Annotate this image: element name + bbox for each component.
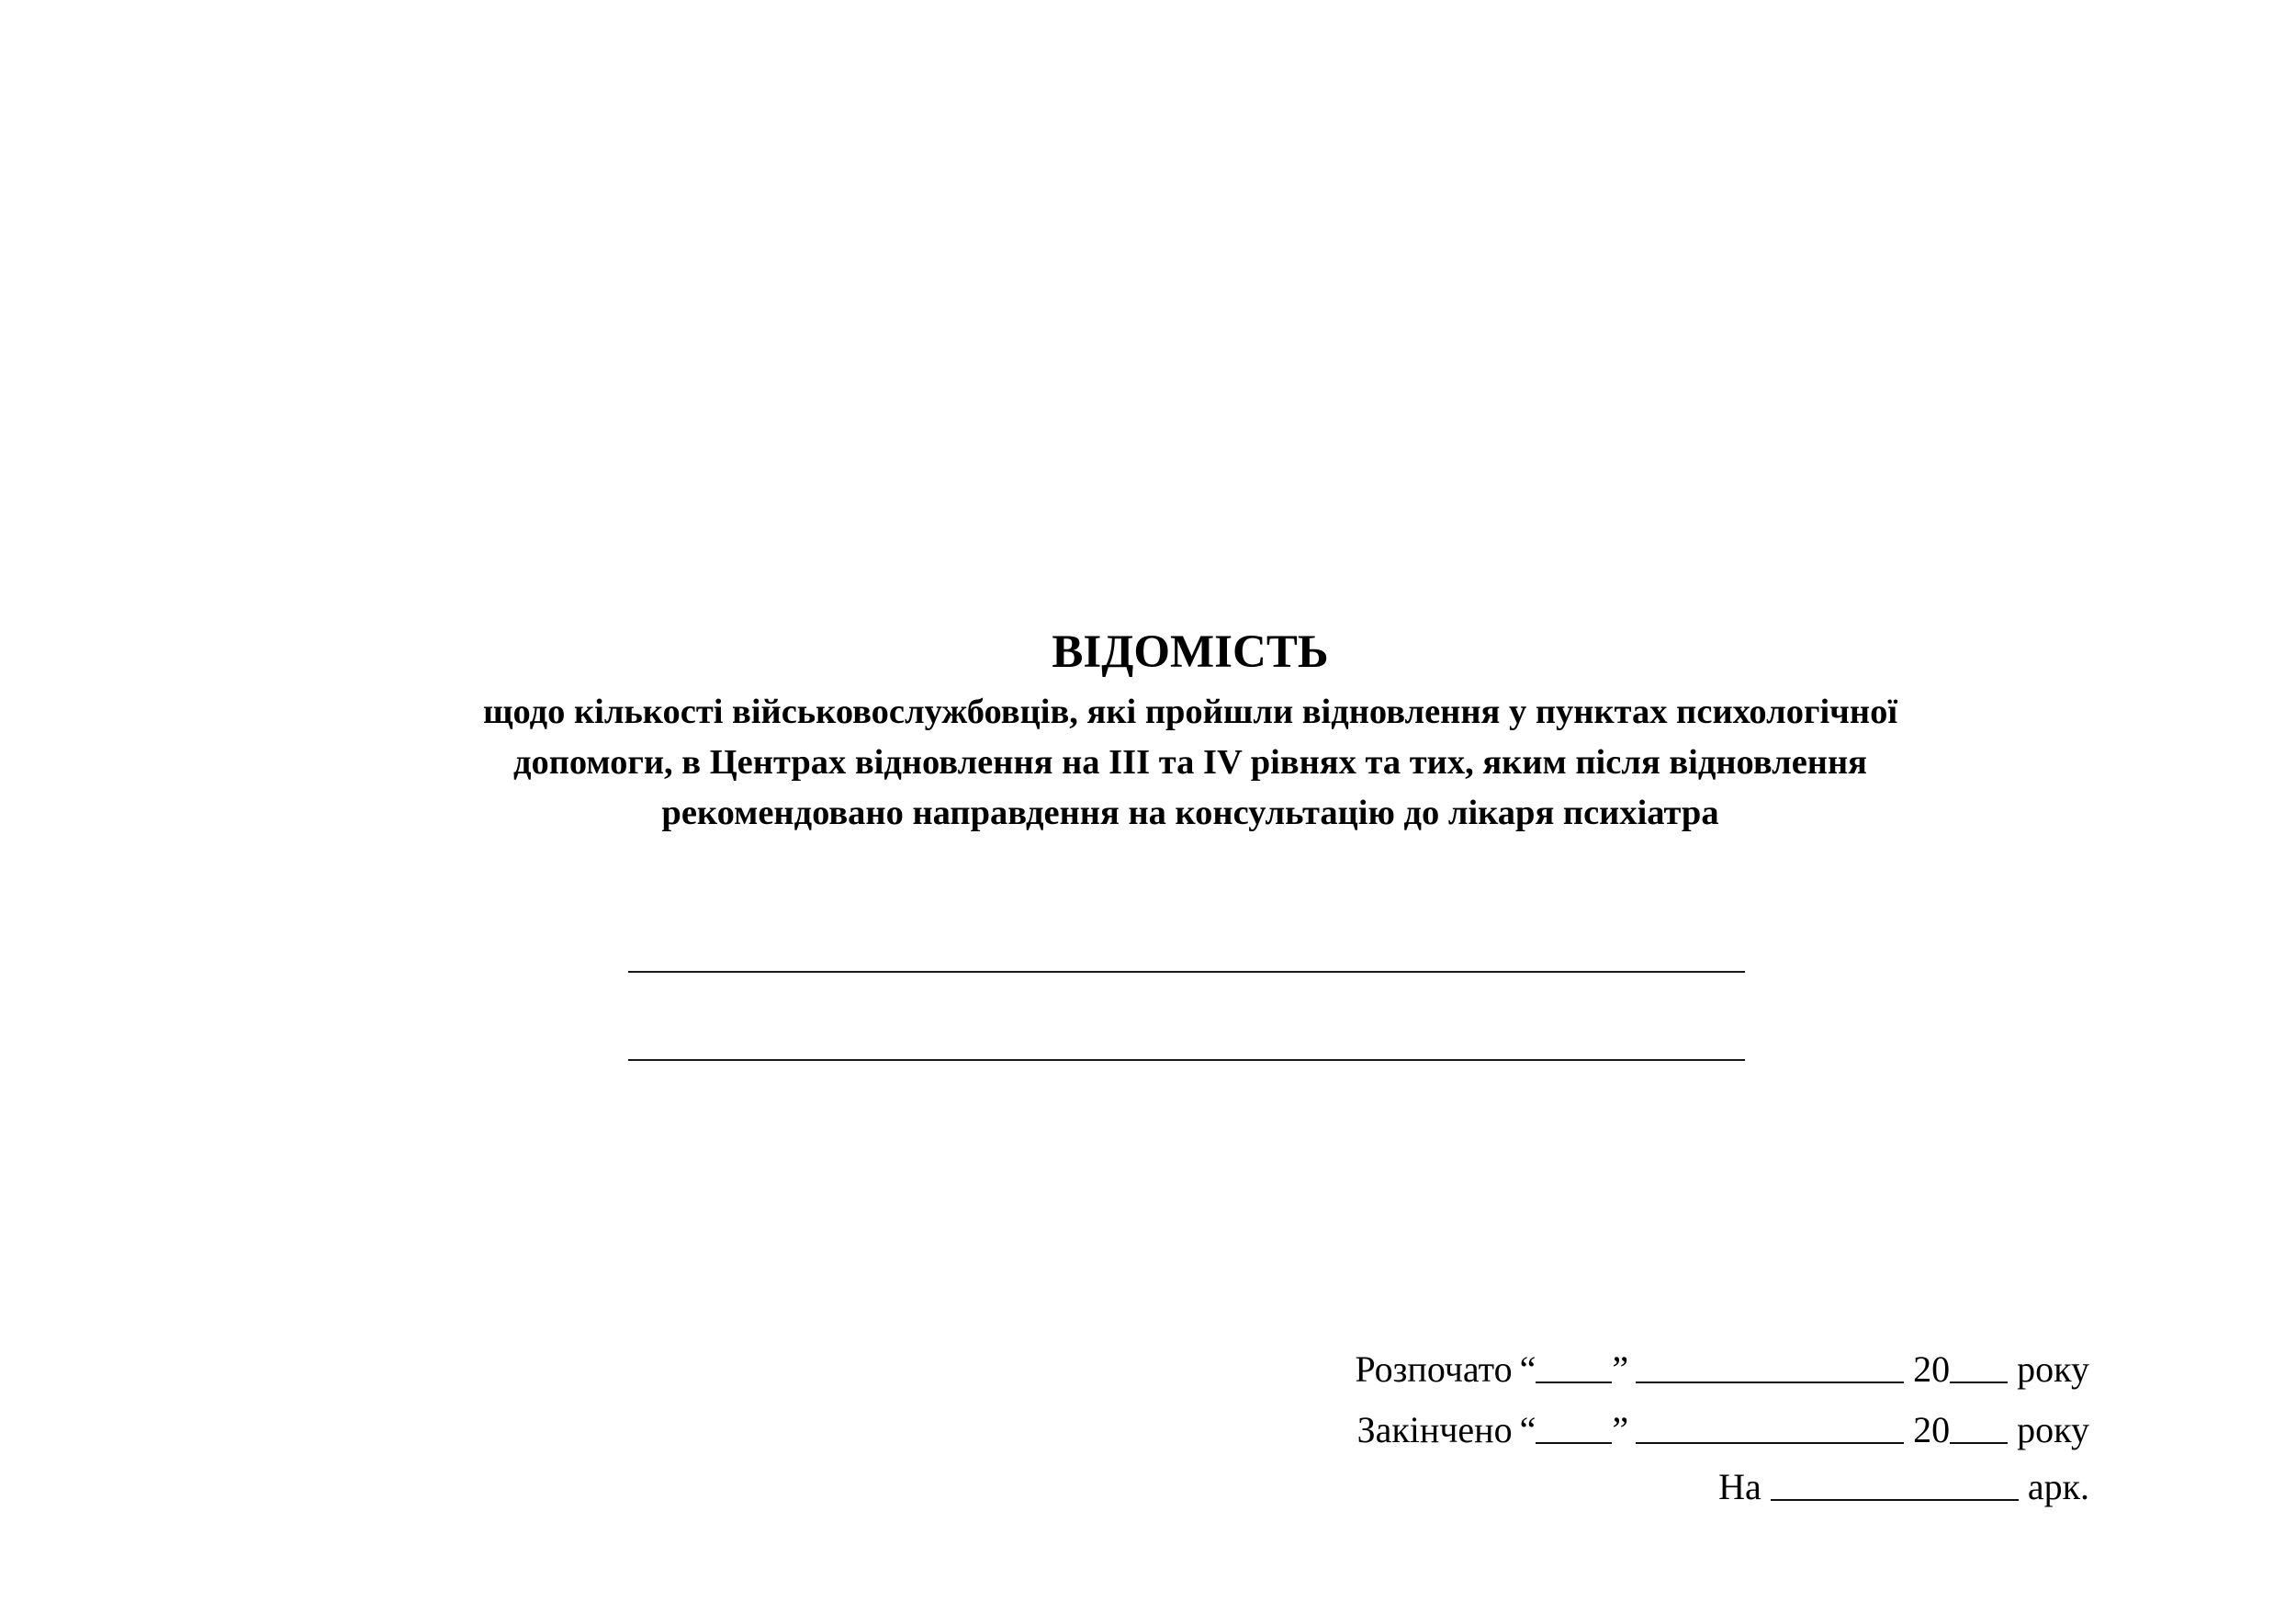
- started-century-prefix: 20: [1913, 1348, 1951, 1390]
- subtitle-line-1: щодо кількості військовослужбовців, які пройшли відновлення у пунктах психологічної: [482, 693, 1898, 731]
- started-month-field[interactable]: [1636, 1382, 1904, 1383]
- sheets-suffix: арк.: [2027, 1466, 2089, 1507]
- register-meta-block: [1355, 1339, 2089, 1517]
- unit-name-blank-line-1[interactable]: [628, 971, 1745, 973]
- subtitle-line-3: рекомендовано направдення на консультацію до лікаря психіатра: [661, 794, 1719, 832]
- started-date-row: [1355, 1339, 2089, 1400]
- started-open-quote: “: [1519, 1348, 1536, 1390]
- started-label: Розпочато: [1355, 1348, 1513, 1390]
- finished-century-prefix: 20: [1913, 1409, 1951, 1450]
- finished-close-quote: ”: [1612, 1409, 1629, 1450]
- sheet-count-field[interactable]: [1771, 1499, 2019, 1501]
- started-close-quote: ”: [1612, 1348, 1629, 1390]
- finished-open-quote: “: [1519, 1409, 1536, 1450]
- unit-name-blank-line-2[interactable]: [628, 1059, 1745, 1061]
- document-title: ВІДОМІСТЬ: [1052, 626, 1329, 678]
- finished-date-row: [1355, 1400, 2089, 1460]
- document-subtitle: [0, 687, 2296, 839]
- started-year-field[interactable]: [1950, 1382, 2008, 1383]
- started-year-suffix: року: [2017, 1348, 2089, 1390]
- subtitle-line-2: допомоги, в Центрах відновлення на ІІІ та IV рівнях та тих, яким після відновлення: [513, 743, 1867, 782]
- started-day-field[interactable]: [1536, 1382, 1612, 1383]
- finished-label: Закінчено: [1356, 1409, 1513, 1450]
- sheet-count-row: [1355, 1457, 2089, 1517]
- finished-year-field[interactable]: [1950, 1442, 2008, 1444]
- finished-month-field[interactable]: [1636, 1442, 1904, 1444]
- finished-day-field[interactable]: [1536, 1442, 1612, 1444]
- finished-year-suffix: року: [2017, 1409, 2089, 1450]
- sheets-prefix: На: [1718, 1466, 1761, 1507]
